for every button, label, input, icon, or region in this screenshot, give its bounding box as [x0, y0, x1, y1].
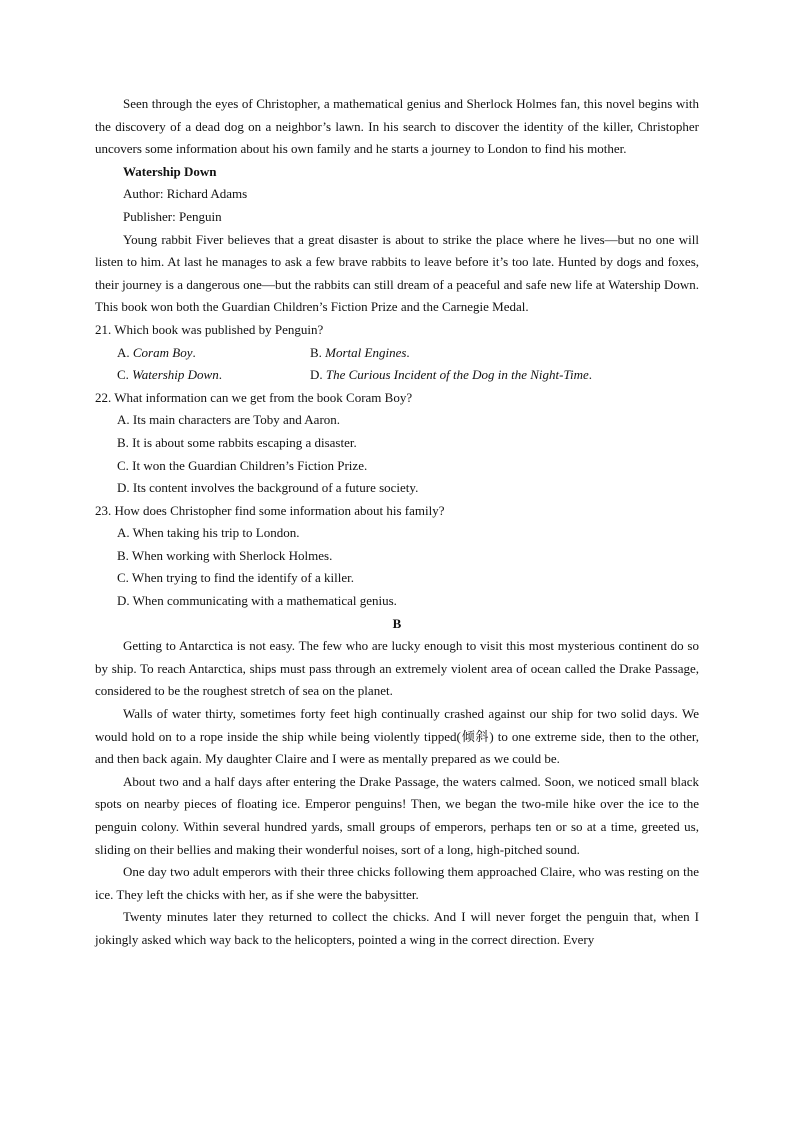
passage-paragraph-watership-down: Young rabbit Fiver believes that a great disaster is about to strike the place where he lives—but no one will listen to him. At last he manages to ask a few brave rabbits to leave before it’s too late. Hunted by dogs and foxes, their journey is a dangerous one—but the rabbits can still dream of a peaceful and safe new life at Watership Down. This book won both the Guardian Children’s Fiction Prize and the Carnegie Medal.: [95, 231, 699, 315]
question-21-options-row-2: [95, 364, 699, 387]
passage-b-paragraph-5: Twenty minutes later they returned to collect the chicks. And I will never forget the penguin that, when I jokingly asked which way back to the helicopters, pointed a wing in the correct direction. Every: [95, 909, 699, 947]
passage-b-paragraph-2: Walls of water thirty, sometimes forty feet high continually crashed against our ship for two solid days. We would hold on to a rope inside the ship while being violently tipped(倾斜) to one extreme side, then to the other, and then back again. My daughter Claire and I were as mentally prepared as we could be.: [95, 706, 699, 767]
option-21-a: A. Coram Boy.: [117, 344, 196, 360]
document-page: [95, 93, 699, 952]
option-21-c: C. Watership Down.: [117, 367, 222, 383]
question-21-options-row-1: [95, 342, 699, 365]
option-21-b: B. Mortal Engines.: [310, 344, 410, 360]
question-22-stem: 22. What information can we get from the book Coram Boy?: [95, 389, 413, 405]
passage-b-paragraph-1: Getting to Antarctica is not easy. The few who are lucky enough to visit this most mysterious continent do so by ship. To reach Antarctica, ships must pass through an extremely violent area of ocean called the Drake Passage, considered to be the roughest stretch of sea on the planet.: [95, 638, 699, 699]
passage-b-paragraph-3: About two and a half days after entering the Drake Passage, the waters calmed. Soon, we noticed small black spots on nearby pieces of floating ice. Emperor penguins! Then, we began the two-mile hike over the ice to the penguin colony. Within several hundred yards, small groups of emperors, perhaps ten or so at a time, greeted us, sliding on their bellies and making their wonderful noises, sort of a long, high-pitched sound.: [95, 773, 699, 857]
book-author: Author: Richard Adams: [123, 186, 248, 202]
option-22-c: C. It won the Guardian Children’s Fiction Prize.: [117, 457, 368, 473]
section-heading-b: B: [392, 615, 402, 631]
book-title-watership-down: Watership Down: [123, 163, 217, 179]
passage-b-paragraph-4: One day two adult emperors with their three chicks following them approached Claire, who was resting on the ice. They left the chicks with her, as if she were the babysitter.: [95, 864, 699, 902]
option-22-a: A. Its main characters are Toby and Aaron.: [117, 412, 341, 428]
option-23-c: C. When trying to find the identify of a killer.: [117, 570, 354, 586]
option-23-a: A. When taking his trip to London.: [117, 525, 300, 541]
option-21-d: D. The Curious Incident of the Dog in the Night-Time.: [310, 367, 593, 383]
option-23-d: D. When communicating with a mathematical genius.: [117, 593, 397, 609]
book-publisher: Publisher: Penguin: [123, 208, 222, 224]
question-21-stem: 21. Which book was published by Penguin?: [95, 321, 324, 337]
option-22-b: B. It is about some rabbits escaping a disaster.: [117, 434, 357, 450]
option-23-b: B. When working with Sherlock Holmes.: [117, 547, 333, 563]
option-22-d: D. Its content involves the background of a future society.: [117, 480, 419, 496]
question-23-stem: 23. How does Christopher find some information about his family?: [95, 502, 445, 518]
passage-paragraph-curious-incident: Seen through the eyes of Christopher, a mathematical genius and Sherlock Holmes fan, this novel begins with the discovery of a dead dog on a neighbor’s lawn. In his search to discover the identity of the killer, Christopher uncovers some information about his own family and he starts a journey to London to find his mother.: [95, 96, 699, 157]
